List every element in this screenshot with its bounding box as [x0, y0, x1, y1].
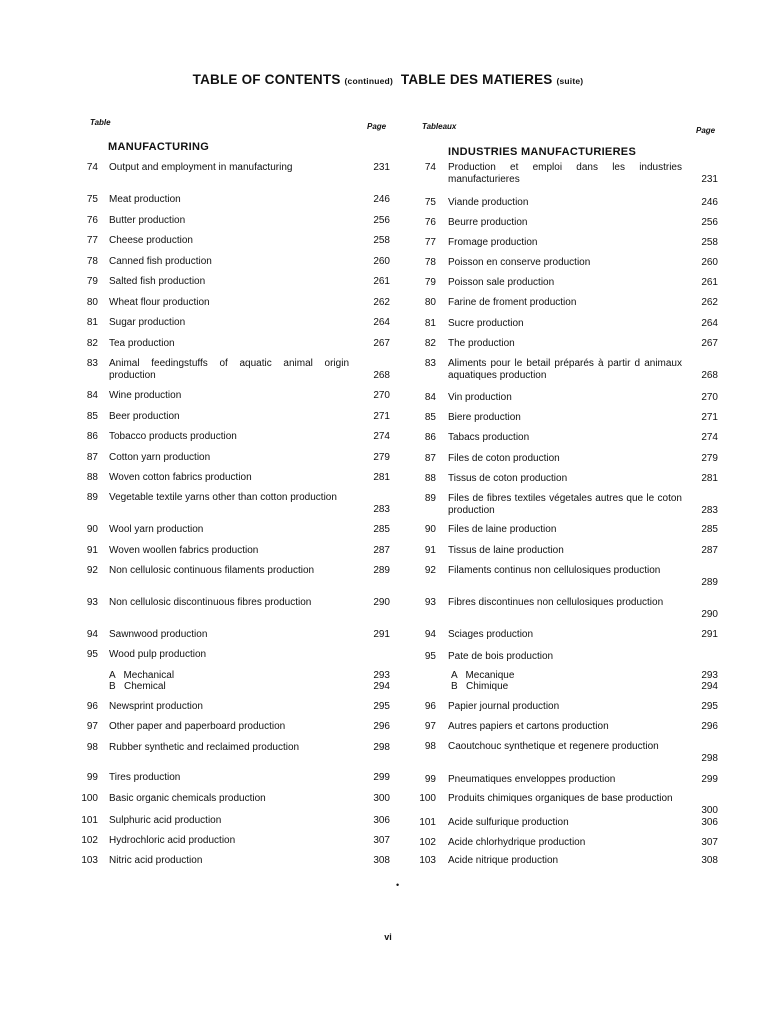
table-title: Sciages production [448, 629, 534, 640]
table-number: 88 [424, 473, 436, 484]
table-title: Produits chimiques organiques de base production [448, 793, 673, 804]
table-number: 84 [424, 392, 436, 403]
table-number: 97 [424, 721, 436, 732]
table-number: 84 [86, 390, 98, 401]
table-number: 89 [86, 492, 98, 503]
table-number: 91 [86, 545, 98, 556]
page-ref: 246 [701, 197, 718, 208]
right-table-header: Tableaux [422, 122, 457, 131]
table-number: 102 [419, 837, 436, 848]
table-number: 92 [86, 565, 98, 576]
table-title: Aliments pour le betail préparés à partir d animaux aquatiques production [448, 358, 682, 381]
table-title: Sugar production [109, 317, 186, 328]
page-ref: 267 [373, 338, 390, 349]
table-number: 78 [86, 256, 98, 267]
page-ref: 295 [701, 701, 718, 712]
page-ref: 289 [701, 577, 718, 588]
table-number: 86 [86, 431, 98, 442]
table-title: Sawnwood production [109, 629, 208, 640]
page-ref: 262 [701, 297, 718, 308]
page-ref: 268 [701, 370, 718, 381]
table-number: 95 [86, 649, 98, 660]
table-number: 91 [424, 545, 436, 556]
page-ref: 262 [373, 297, 390, 308]
page-ref: 281 [701, 473, 718, 484]
table-title: Non cellulosic discontinuous fibres production [109, 597, 312, 608]
table-number: 87 [424, 453, 436, 464]
left-section-heading: MANUFACTURING [108, 141, 210, 153]
table-title: Newsprint production [109, 701, 203, 712]
page-ref: 271 [701, 412, 718, 423]
page-ref: 306 [701, 817, 718, 828]
table-title: Wool yarn production [109, 524, 204, 535]
page-ref: 296 [701, 721, 718, 732]
table-title: Non cellulosic continuous filaments production [109, 565, 315, 576]
sub-entry-title: A Mecanique [451, 670, 515, 681]
table-number: 102 [81, 835, 98, 846]
table-title: Vegetable textile yarns other than cotton production [109, 492, 337, 503]
page-ref: 256 [373, 215, 390, 226]
right-sub-entry [451, 681, 718, 692]
table-number: 81 [86, 317, 98, 328]
stray-mark: • [396, 880, 400, 890]
page-ref: 300 [701, 805, 718, 816]
page-ref: 298 [373, 742, 390, 753]
page-number: vi [384, 932, 392, 942]
table-number: 78 [424, 257, 436, 268]
page-ref: 279 [373, 452, 390, 463]
table-title: Wheat flour production [109, 297, 210, 308]
table-title: Wine production [109, 390, 182, 401]
right-page-header: Page [696, 126, 716, 135]
table-title: Tea production [109, 338, 175, 349]
page-ref: 290 [373, 597, 390, 608]
table-number: 101 [81, 815, 98, 826]
table-number: 99 [424, 774, 436, 785]
table-title: Filaments continus non cellulosiques production [448, 565, 661, 576]
table-number: 85 [424, 412, 436, 423]
table-title: Tabacs production [448, 432, 530, 443]
table-number: 79 [86, 276, 98, 287]
page-ref: 283 [373, 504, 390, 515]
table-number: 75 [424, 197, 436, 208]
table-number: 100 [419, 793, 436, 804]
page-ref: 308 [701, 855, 718, 866]
page-ref: 285 [701, 524, 718, 535]
table-title: Hydrochloric acid production [109, 835, 236, 846]
table-number: 90 [86, 524, 98, 535]
page-ref: 285 [373, 524, 390, 535]
page-ref: 283 [701, 505, 718, 516]
page-ref: 246 [373, 194, 390, 205]
table-number: 93 [86, 597, 98, 608]
page-ref: 294 [701, 681, 718, 692]
table-number: 93 [424, 597, 436, 608]
page-ref: 296 [373, 721, 390, 732]
table-title: Butter production [109, 215, 186, 226]
table-number: 89 [424, 493, 436, 504]
page-ref: 300 [373, 793, 390, 804]
table-title: Acide nitrique production [448, 855, 559, 866]
page-ref: 289 [373, 565, 390, 576]
table-title: Autres papiers et cartons production [448, 721, 609, 732]
table-number: 99 [86, 772, 98, 783]
table-title: Acide chlorhydrique production [448, 837, 586, 848]
page-ref: 261 [373, 276, 390, 287]
table-number: 94 [86, 629, 98, 640]
page-ref: 307 [701, 837, 718, 848]
table-title: Basic organic chemicals production [109, 793, 266, 804]
table-title: Files de laine production [448, 524, 557, 535]
table-title: Poisson en conserve production [448, 257, 591, 268]
page-ref: 231 [373, 162, 390, 173]
table-number: 82 [424, 338, 436, 349]
left-sub-entry [109, 670, 390, 681]
page-ref: 231 [701, 174, 718, 185]
page-ref: 274 [701, 432, 718, 443]
table-title: Caoutchouc synthetique et regenere production [448, 741, 659, 752]
table-title: Woven woollen fabrics production [109, 545, 259, 556]
page-ref: 271 [373, 411, 390, 422]
page-ref: 260 [701, 257, 718, 268]
table-title: Output and employment in manufacturing [109, 162, 293, 173]
page-ref: 287 [701, 545, 718, 556]
page-title: TABLE OF CONTENTS (continued) TABLE DES MATIERES (suite) [192, 72, 584, 87]
page-ref: 264 [701, 318, 718, 329]
table-number: 81 [424, 318, 436, 329]
table-number: 74 [424, 162, 436, 173]
table-number: 86 [424, 432, 436, 443]
table-number: 83 [86, 358, 98, 369]
table-title: Salted fish production [109, 276, 206, 287]
page-ref: 294 [373, 681, 390, 692]
page-ref: 268 [373, 370, 390, 381]
table-title: Poisson sale production [448, 277, 555, 288]
table-title: Viande production [448, 197, 529, 208]
table-title: Files de coton production [448, 453, 560, 464]
page-ref: 291 [701, 629, 718, 640]
page-ref: 308 [373, 855, 390, 866]
sub-entry-title: A Mechanical [109, 670, 175, 681]
table-number: 97 [86, 721, 98, 732]
table-title: Biere production [448, 412, 521, 423]
page-ref: 267 [701, 338, 718, 349]
page-ref: 293 [373, 670, 390, 681]
page-ref: 264 [373, 317, 390, 328]
sub-entry-title: B Chemical [109, 681, 166, 692]
table-title: Nitric acid production [109, 855, 203, 866]
table-number: 103 [419, 855, 436, 866]
table-number: 74 [86, 162, 98, 173]
table-title: Papier journal production [448, 701, 560, 712]
table-number: 77 [424, 237, 436, 248]
table-number: 98 [86, 742, 98, 753]
table-title: Canned fish production [109, 256, 212, 267]
left-table-header: Table [90, 118, 111, 127]
page-ref: 307 [373, 835, 390, 846]
table-number: 77 [86, 235, 98, 246]
page-ref: 299 [701, 774, 718, 785]
table-title: Farine de froment production [448, 297, 577, 308]
table-title: Production et emploi dans les industries manufacturieres [448, 162, 682, 185]
table-title: Tobacco products production [109, 431, 237, 442]
table-number: 95 [424, 651, 436, 662]
page-ref: 274 [373, 431, 390, 442]
table-number: 92 [424, 565, 436, 576]
table-title: Rubber synthetic and reclaimed production [109, 742, 300, 753]
table-title: Woven cotton fabrics production [109, 472, 252, 483]
table-title: Cheese production [109, 235, 193, 246]
table-number: 76 [424, 217, 436, 228]
table-title: Tires production [109, 772, 181, 783]
table-title: Pneumatiques enveloppes production [448, 774, 616, 785]
table-number: 80 [86, 297, 98, 308]
page-ref: 287 [373, 545, 390, 556]
page-ref: 256 [701, 217, 718, 228]
page-ref: 270 [701, 392, 718, 403]
table-number: 100 [81, 793, 98, 804]
page-ref: 290 [701, 609, 718, 620]
table-title: The production [448, 338, 515, 349]
table-title: Files de fibres textiles végetales autres que le coton production [448, 493, 682, 516]
page-ref: 293 [701, 670, 718, 681]
table-number: 90 [424, 524, 436, 535]
table-number: 88 [86, 472, 98, 483]
right-sub-entry [451, 670, 718, 681]
page-ref: 281 [373, 472, 390, 483]
table-number: 96 [424, 701, 436, 712]
table-title: Vin production [448, 392, 512, 403]
page-ref: 299 [373, 772, 390, 783]
left-sub-entry [109, 681, 390, 692]
sub-entry-title: B Chimique [451, 681, 509, 692]
table-title: Beer production [109, 411, 180, 422]
table-number: 98 [424, 741, 436, 752]
page-ref: 258 [701, 237, 718, 248]
table-number: 76 [86, 215, 98, 226]
page-ref: 295 [373, 701, 390, 712]
table-number: 75 [86, 194, 98, 205]
page-ref: 258 [373, 235, 390, 246]
page-ref: 260 [373, 256, 390, 267]
page-ref: 306 [373, 815, 390, 826]
table-title: Meat production [109, 194, 181, 205]
table-number: 80 [424, 297, 436, 308]
table-number: 82 [86, 338, 98, 349]
table-title: Beurre production [448, 217, 528, 228]
right-section-heading: INDUSTRIES MANUFACTURIERES [448, 146, 637, 158]
table-title: Wood pulp production [109, 649, 207, 660]
page-ref: 270 [373, 390, 390, 401]
table-title: Sulphuric acid production [109, 815, 222, 826]
left-page-header: Page [367, 122, 387, 131]
table-title: Sucre production [448, 318, 524, 329]
page-ref: 291 [373, 629, 390, 640]
page-ref: 279 [701, 453, 718, 464]
page-ref: 298 [701, 753, 718, 764]
table-number: 94 [424, 629, 436, 640]
table-title: Other paper and paperboard production [109, 721, 286, 732]
table-number: 85 [86, 411, 98, 422]
table-number: 83 [424, 358, 436, 369]
table-title: Pate de bois production [448, 651, 554, 662]
table-number: 101 [419, 817, 436, 828]
table-title: Tissus de coton production [448, 473, 568, 484]
table-number: 87 [86, 452, 98, 463]
table-title: Fibres discontinues non cellulosiques production [448, 597, 664, 608]
table-number: 79 [424, 277, 436, 288]
table-title: Animal feedingstuffs of aquatic animal origin production [109, 358, 349, 381]
table-title: Fromage production [448, 237, 538, 248]
page-ref: 261 [701, 277, 718, 288]
table-title: Acide sulfurique production [448, 817, 569, 828]
table-number: 96 [86, 701, 98, 712]
table-title: Cotton yarn production [109, 452, 211, 463]
table-title: Tissus de laine production [448, 545, 564, 556]
table-number: 103 [81, 855, 98, 866]
